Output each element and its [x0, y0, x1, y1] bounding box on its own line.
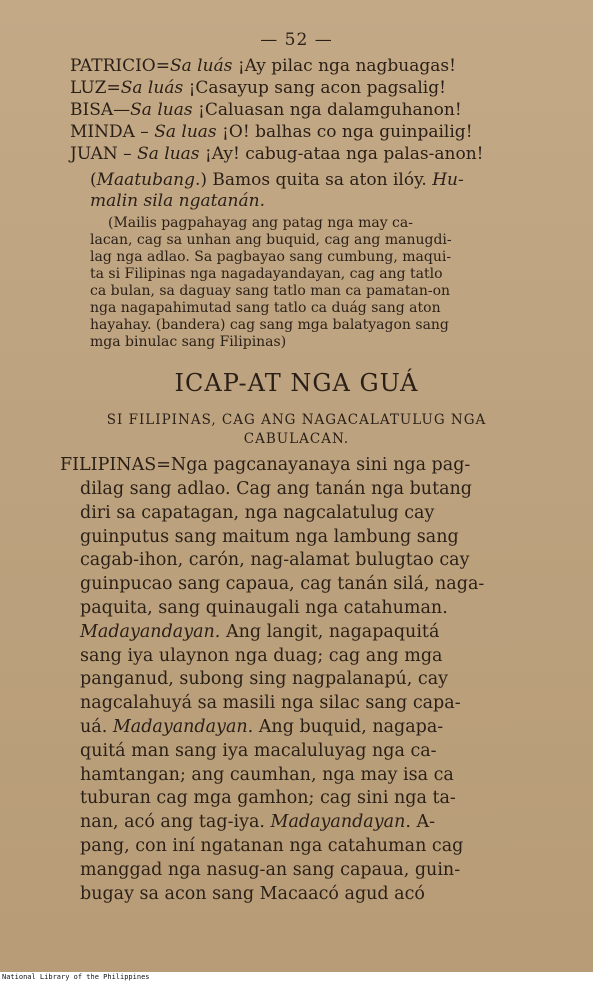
- speaker-name: BISA: [70, 100, 114, 120]
- speech-line: [80, 526, 459, 547]
- speech-text: paquita, sang quinaugali nga catahuman.: [80, 598, 448, 618]
- stage-note-line: lacan, cag sa unhan ang buquid, cag ang manugdi-: [90, 232, 452, 248]
- verse-line-3: [70, 102, 462, 119]
- speech-text: manggad nga nasug-an sang capaua, guin-: [80, 859, 461, 880]
- speech-text: Ang buquid, nagapa-: [253, 717, 444, 737]
- verse-line-1: [70, 58, 456, 75]
- verse-line-4: [70, 124, 473, 141]
- speech-line: [80, 719, 443, 737]
- speech-line: [80, 740, 437, 761]
- stage-direction-line-1: [90, 172, 464, 189]
- page-number: — 52 —: [260, 30, 333, 50]
- speech-italic: Madayandayan.: [112, 717, 254, 737]
- speech-italic: Madayandayan.: [80, 621, 221, 642]
- speech-text: nan, acó ang tag-iya.: [80, 812, 271, 833]
- stage-phrase: Sa luas: [137, 144, 200, 164]
- speech-text: tuburan cag mga gamhon; cag sini nga ta-: [80, 788, 456, 809]
- paren: (: [90, 170, 97, 190]
- stage-italic: Maatubang: [96, 170, 195, 190]
- separator: —: [113, 100, 131, 120]
- speech-text: nagcalahuyá sa masili nga silac sang capa-: [80, 693, 461, 714]
- stage-text: .) Bamos quita sa aton ilóy.: [194, 170, 427, 190]
- speech-line: [80, 645, 443, 666]
- footer-credit: National Library of the Philippines: [2, 973, 150, 981]
- footer-bar: [0, 972, 593, 983]
- speech-text: sang iya ulaynon nga duag; cag ang mga: [80, 645, 443, 666]
- verse-text: ¡Ay pilac nga nagbuagas!: [232, 56, 456, 76]
- speech-line: [80, 502, 435, 523]
- section-subtitle: CABULACAN.: [243, 431, 350, 447]
- separator: =: [106, 78, 121, 98]
- speech-first-line: [60, 457, 470, 475]
- speech-line: [80, 600, 448, 618]
- speech-text: hamtangan; ang caumhan, nga may isa ca: [80, 764, 454, 785]
- separator: –: [117, 144, 138, 164]
- verse-line-5: [70, 146, 483, 163]
- stage-note-line: hayahay. (bandera) cag sang mga balatyagon sang: [90, 317, 449, 333]
- stage-note-line: mga binulac sang Filipinas): [90, 334, 287, 350]
- separator: =: [155, 56, 170, 76]
- speech-line: [80, 621, 440, 642]
- speech-text: guinpucao sang capaua, cag tanán silá, naga-: [80, 574, 485, 595]
- stage-note-line: ta si Filipinas nga nagadayandayan, cag ang tatlo: [90, 266, 443, 282]
- verse-text: ¡Ay! cabug-ataa nga palas-anon!: [199, 144, 484, 164]
- speech-text: . A-: [405, 812, 436, 833]
- speech-line: [80, 814, 435, 832]
- stage-direction-line-2: malin sila ngatanán.: [90, 191, 265, 211]
- stage-note-line: nga nagapahimutad sang tatlo ca duág sang aton: [90, 300, 441, 316]
- speech-text: guinputus sang maitum nga lambung sang: [80, 526, 459, 547]
- speech-text: pang, con iní ngatanan nga catahuman cag: [80, 836, 464, 856]
- speech-line: [80, 695, 461, 713]
- speech-line: [80, 576, 484, 594]
- speaker-name: LUZ: [70, 78, 107, 98]
- speech-line: [80, 481, 472, 499]
- speech-line: [80, 838, 463, 856]
- speaker-name: MINDA: [70, 122, 135, 142]
- speech-text: Nga pagcanayanaya sini nga pag-: [170, 455, 471, 475]
- stage-note-line: (Mailis pagpahayag ang patag nga may ca-: [108, 215, 413, 231]
- speech-line: [80, 859, 461, 880]
- verse-line-2: [70, 80, 446, 97]
- stage-phrase: Sa luás: [120, 78, 184, 98]
- speech-text: quitá man sang iya macaluluyag nga ca-: [80, 740, 437, 761]
- speech-line: [80, 671, 448, 689]
- speech-text: diri sa capatagan, nga nagcalatulug cay: [80, 502, 435, 523]
- speaker-name: PATRICIO: [70, 56, 156, 76]
- speaker-name: JUAN: [70, 144, 118, 164]
- speech-line: [80, 552, 469, 570]
- speaker-name: FILIPINAS: [60, 455, 157, 475]
- speech-line: [80, 764, 454, 785]
- separator: –: [134, 122, 155, 142]
- verse-text: ¡Casayup sang acon pagsalig!: [183, 78, 446, 98]
- stage-phrase: Sa luás: [170, 56, 233, 76]
- stage-note-line: ca bulan, sa daguay sang tatlo man ca pamatan-on: [90, 283, 451, 299]
- stage-phrase: Sa luas: [154, 122, 217, 142]
- stage-phrase: Sa luas: [130, 100, 193, 120]
- section-title: ICAP-AT NGA GUÁ: [174, 369, 419, 397]
- separator: =: [156, 455, 171, 475]
- verse-text: ¡Caluasan nga dalamguhanon!: [192, 100, 462, 120]
- speech-line: [80, 883, 425, 904]
- stage-italic: Hu-: [426, 170, 464, 190]
- speech-text: bugay sa acon sang Macaacó agud acó: [80, 883, 425, 904]
- speech-line: [80, 790, 456, 808]
- speech-text: panganud, subong sing nagpalanapú, cay: [80, 669, 449, 690]
- verse-text: ¡O! balhas co nga guinpailig!: [216, 122, 473, 142]
- speech-text: Ang langit, nagapaquitá: [220, 621, 440, 642]
- section-subtitle: SI FILIPINAS, CAG ANG NAGACALATULUG NGA: [106, 412, 487, 428]
- speech-text: cagab-ihon, carón, nag-alamat bulugtao cay: [80, 550, 470, 571]
- speech-italic: Madayandayan: [270, 812, 406, 833]
- speech-text: uá.: [80, 717, 113, 737]
- speech-text: dilag sang adlao. Cag ang tanán nga butang: [80, 479, 473, 499]
- stage-note-line: lag nga adlao. Sa pagbayao sang cumbung, maqui-: [90, 249, 452, 265]
